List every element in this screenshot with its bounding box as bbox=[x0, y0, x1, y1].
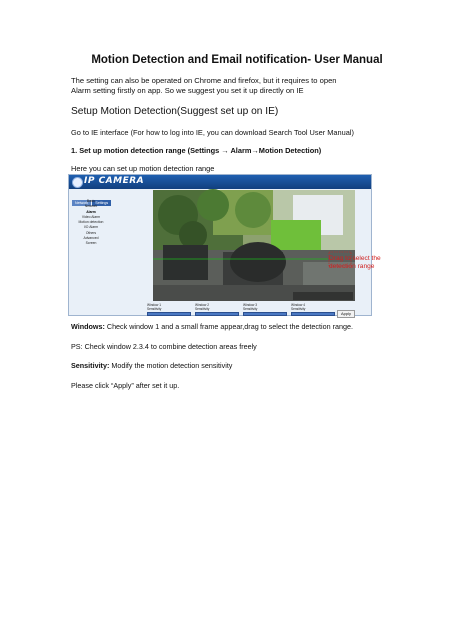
menu-item-others[interactable]: Others bbox=[85, 230, 97, 235]
menu-item-io-alarm[interactable]: I/O Alarm bbox=[83, 225, 99, 230]
step-1-heading: 1. Set up motion detection range (Settings → Alarm→Motion Detection) bbox=[71, 146, 322, 155]
embedded-camera-screenshot bbox=[68, 174, 381, 316]
windows-label: Windows: bbox=[71, 322, 105, 331]
video-scene-graphic bbox=[153, 190, 355, 301]
detection-range-annotation bbox=[329, 255, 389, 271]
window-3-control[interactable] bbox=[243, 304, 287, 316]
menu-item-basic[interactable]: Basic bbox=[86, 199, 96, 203]
camera-logo-icon bbox=[72, 177, 83, 188]
detection-windows-row bbox=[147, 304, 367, 318]
camera-side-menu bbox=[75, 199, 107, 247]
window-4-sensitivity-label: Sensitivity bbox=[291, 306, 306, 311]
window-1-sensitivity-label: Sensitivity bbox=[147, 306, 162, 311]
apply-button[interactable]: Apply bbox=[337, 310, 355, 318]
window-4-control[interactable] bbox=[291, 304, 335, 316]
ie-paragraph: Go to IE interface (For how to log into IE, you can download Search Tool User Manual) bbox=[71, 128, 354, 137]
sensitivity-note bbox=[71, 361, 431, 370]
menu-item-network[interactable]: Network bbox=[84, 204, 98, 209]
window-2-control[interactable] bbox=[195, 304, 239, 316]
intro-line-2: Alarm setting firstly on app. So we suggest you set it up directly on IE bbox=[71, 86, 304, 95]
window-3-label: Window 3 bbox=[243, 303, 257, 307]
section-heading: Setup Motion Detection(Suggest set up on IE) bbox=[71, 106, 279, 117]
window-1-control[interactable] bbox=[147, 304, 191, 316]
tab-network[interactable]: Network bbox=[72, 200, 91, 206]
document-title: Motion Detection and Email notification- User Manual bbox=[91, 54, 383, 66]
window-3-sensitivity-slider[interactable] bbox=[243, 312, 287, 317]
window-4-sensitivity-slider[interactable] bbox=[291, 312, 335, 317]
window-3-sensitivity-label: Sensitivity bbox=[243, 306, 258, 311]
window-1-label: Window 1 bbox=[147, 303, 161, 307]
instruction-notes bbox=[71, 322, 431, 400]
sensitivity-text: Modify the motion detection sensitivity bbox=[109, 361, 233, 370]
menu-item-alarm[interactable]: Alarm bbox=[86, 209, 96, 214]
intro-line-1: The setting can also be operated on Chrome and firefox, but it requires to open bbox=[71, 76, 337, 85]
annotation-line-2: detection range bbox=[329, 263, 375, 270]
window-1-sensitivity-slider[interactable] bbox=[147, 312, 191, 317]
camera-header-bar bbox=[69, 175, 371, 189]
ps-note: PS: Check window 2.3.4 to combine detection areas freely bbox=[71, 341, 257, 351]
sensitivity-label: Sensitivity: bbox=[71, 361, 110, 370]
camera-logo-text: IP CAMERA bbox=[84, 176, 145, 186]
menu-item-motion-detection[interactable]: Motion detection bbox=[78, 220, 104, 225]
tab-settings[interactable]: Settings bbox=[92, 200, 111, 206]
windows-text: Check window 1 and a small frame appear,drag to select the detection range. bbox=[104, 322, 353, 331]
menu-item-video-alarm[interactable]: Video Alarm bbox=[81, 214, 101, 219]
intro-paragraph bbox=[71, 76, 411, 96]
windows-note bbox=[71, 322, 431, 331]
annotation-line-1: Drag to select the bbox=[329, 255, 381, 262]
window-2-label: Window 2 bbox=[195, 303, 209, 307]
window-2-sensitivity-label: Sensitivity bbox=[195, 306, 210, 311]
camera-settings-body bbox=[69, 189, 381, 316]
apply-note: Please click “Apply” after set it up. bbox=[71, 380, 180, 390]
window-2-sensitivity-slider[interactable] bbox=[195, 312, 239, 317]
step-1-subtext: Here you can set up motion detection range bbox=[71, 164, 215, 173]
window-4-label: Window 4 bbox=[291, 303, 305, 307]
menu-item-screen[interactable]: Screen bbox=[85, 241, 97, 246]
camera-video-preview[interactable] bbox=[153, 190, 381, 301]
menu-item-advanced[interactable]: Advanced bbox=[83, 236, 99, 241]
